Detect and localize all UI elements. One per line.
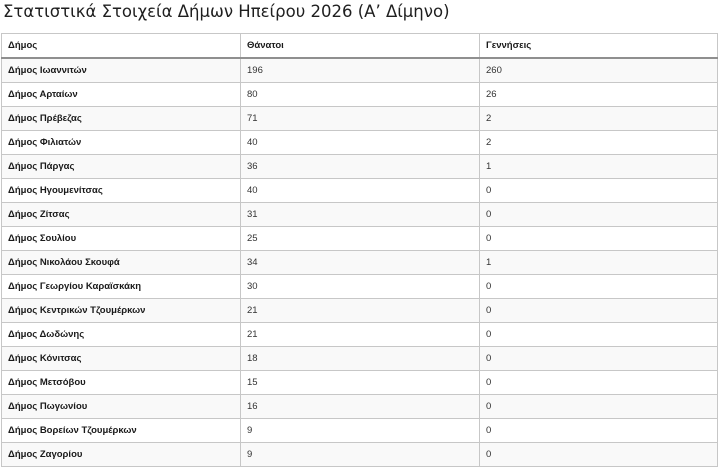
cell-births: 0 <box>480 203 718 227</box>
cell-deaths: 16 <box>241 395 480 419</box>
cell-municipality: Δήμος Πρέβεζας <box>2 107 241 131</box>
cell-deaths: 9 <box>241 443 480 467</box>
cell-births: 1 <box>480 251 718 275</box>
cell-municipality: Δήμος Φιλιατών <box>2 131 241 155</box>
cell-births: 0 <box>480 179 718 203</box>
cell-births: 2 <box>480 107 718 131</box>
cell-deaths: 40 <box>241 179 480 203</box>
cell-deaths: 15 <box>241 371 480 395</box>
table-row <box>2 395 718 419</box>
table-row <box>2 58 718 83</box>
statistics-table <box>1 33 718 467</box>
table-row <box>2 203 718 227</box>
cell-municipality: Δήμος Βορείων Τζουμέρκων <box>2 419 241 443</box>
table-row <box>2 443 718 467</box>
column-header-deaths: Θάνατοι <box>241 34 480 59</box>
table-row <box>2 419 718 443</box>
cell-deaths: 71 <box>241 107 480 131</box>
table-row <box>2 227 718 251</box>
cell-municipality: Δήμος Νικολάου Σκουφά <box>2 251 241 275</box>
table-row <box>2 299 718 323</box>
cell-births: 0 <box>480 419 718 443</box>
cell-municipality: Δήμος Κόνιτσας <box>2 347 241 371</box>
table-row <box>2 323 718 347</box>
table-row <box>2 179 718 203</box>
table-row <box>2 347 718 371</box>
cell-deaths: 80 <box>241 83 480 107</box>
cell-municipality: Δήμος Γεωργίου Καραϊσκάκη <box>2 275 241 299</box>
table-row <box>2 275 718 299</box>
cell-municipality: Δήμος Πωγωνίου <box>2 395 241 419</box>
cell-births: 0 <box>480 347 718 371</box>
cell-births: 0 <box>480 371 718 395</box>
table-body <box>2 58 718 467</box>
cell-municipality: Δήμος Δωδώνης <box>2 323 241 347</box>
cell-municipality: Δήμος Πάργας <box>2 155 241 179</box>
cell-deaths: 21 <box>241 299 480 323</box>
table-row <box>2 131 718 155</box>
cell-deaths: 31 <box>241 203 480 227</box>
cell-deaths: 40 <box>241 131 480 155</box>
cell-births: 2 <box>480 131 718 155</box>
cell-births: 0 <box>480 443 718 467</box>
cell-deaths: 196 <box>241 58 480 83</box>
cell-municipality: Δήμος Σουλίου <box>2 227 241 251</box>
table-header-row <box>2 34 718 59</box>
page-title: Στατιστικά Στοιχεία Δήμων Ηπείρου 2026 (Α’ Δίμηνο) <box>3 2 450 21</box>
cell-municipality: Δήμος Μετσόβου <box>2 371 241 395</box>
cell-municipality: Δήμος Ζίτσας <box>2 203 241 227</box>
cell-municipality: Δήμος Κεντρικών Τζουμέρκων <box>2 299 241 323</box>
cell-deaths: 34 <box>241 251 480 275</box>
cell-municipality: Δήμος Ζαγορίου <box>2 443 241 467</box>
cell-births: 0 <box>480 275 718 299</box>
cell-births: 0 <box>480 299 718 323</box>
cell-births: 0 <box>480 227 718 251</box>
cell-deaths: 25 <box>241 227 480 251</box>
cell-births: 26 <box>480 83 718 107</box>
table-row <box>2 155 718 179</box>
cell-births: 260 <box>480 58 718 83</box>
cell-municipality: Δήμος Ηγουμενίτσας <box>2 179 241 203</box>
table-row <box>2 251 718 275</box>
cell-births: 0 <box>480 323 718 347</box>
table-row <box>2 83 718 107</box>
cell-deaths: 18 <box>241 347 480 371</box>
column-header-births: Γεννήσεις <box>480 34 718 59</box>
table-row <box>2 107 718 131</box>
cell-municipality: Δήμος Ιωαννιτών <box>2 58 241 83</box>
table-row <box>2 371 718 395</box>
cell-deaths: 30 <box>241 275 480 299</box>
cell-births: 0 <box>480 395 718 419</box>
column-header-municipality: Δήμος <box>2 34 241 59</box>
cell-births: 1 <box>480 155 718 179</box>
cell-municipality: Δήμος Αρταίων <box>2 83 241 107</box>
cell-deaths: 36 <box>241 155 480 179</box>
cell-deaths: 21 <box>241 323 480 347</box>
cell-deaths: 9 <box>241 419 480 443</box>
